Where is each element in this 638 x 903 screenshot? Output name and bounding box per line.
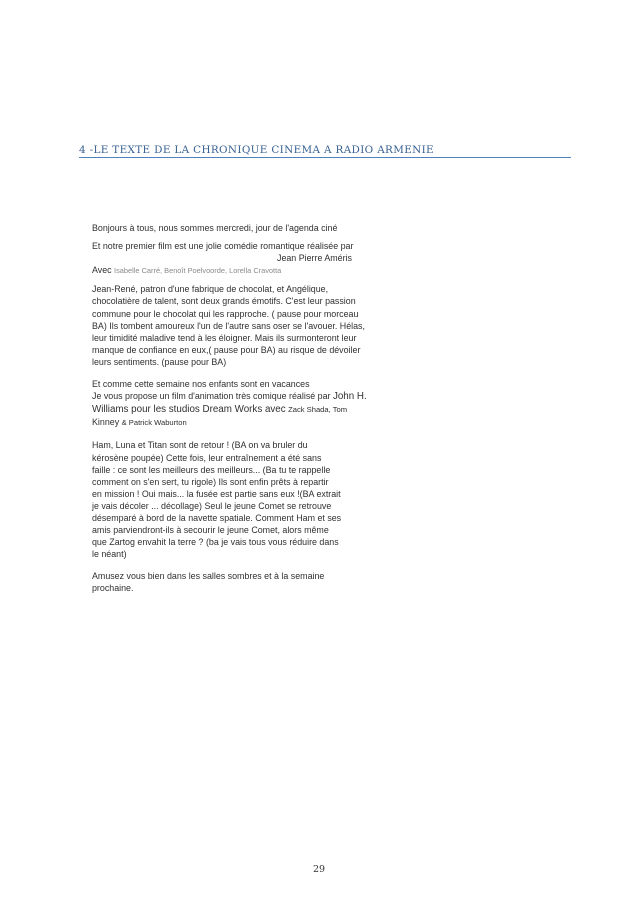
film1-cast-label: Avec	[92, 265, 112, 276]
film2-director-name: John H.	[332, 391, 367, 403]
film1-intro-line: Et notre premier film est une jolie comédie romantique réalisée par	[92, 241, 354, 252]
film2-synopsis-line: en mission ! Oui mais... la fusée est partie sans eux !(BA extrait	[92, 488, 341, 499]
section-heading: 4 -LE TEXTE DE LA CHRONIQUE CINEMA A RADIO ARMENIE	[79, 144, 434, 156]
closing-line: prochaine.	[92, 583, 134, 594]
film2-cast-name: & Patrick Waburton	[121, 418, 187, 428]
film2-synopsis-line: je vais décoler ... décollage) Seul le jeune Comet se retrouve	[92, 500, 332, 511]
film2-cast-name: Kinney	[92, 417, 120, 428]
film1-synopsis-line: commune pour le chocolat qui les rapproche. ( pause pour morceau	[92, 308, 359, 319]
scanned-chronicle-text	[92, 222, 452, 595]
film1-synopsis-line: leur timidité maladive tend à les éloigner. Mais ils surmonteront leur	[92, 332, 357, 343]
film2-cast-names: Zack Shada, Tom	[288, 405, 348, 415]
film2-director-line	[92, 390, 452, 403]
film2-synopsis-line: amis parviendront-ils à secourir le jeune Comet, alors même	[92, 525, 329, 536]
film1-synopsis-line: Jean-René, patron d'une fabrique de chocolat, et Angélique,	[92, 284, 329, 295]
film2-intro-line: Et comme cette semaine nos enfants sont en vacances	[92, 379, 310, 390]
film2-synopsis-line: kérosène poupée) Cette fois, leur entraînement a été sans	[92, 452, 322, 463]
film1-cast-names: Isabelle Carré, Benoît Poelvoorde, Lorella Cravotta	[114, 266, 282, 276]
film2-synopsis-line: Ham, Luna et Titan sont de retour ! (BA on va bruler du	[92, 440, 308, 451]
film2-studio-line	[92, 403, 452, 416]
film2-cast-line	[92, 416, 452, 429]
heading-underline	[79, 157, 571, 158]
film1-synopsis-line: BA) Ils tombent amoureux l'un de l'autre sans oser se l'avouer. Hélas,	[92, 320, 365, 331]
intro-line: Bonjours à tous, nous sommes mercredi, jour de l'agenda ciné	[92, 223, 338, 233]
page-number: 29	[312, 864, 326, 875]
film2-synopsis-line: comment on s'en sert, tu rigole) Ils sont enfin prêts à repartir	[92, 476, 329, 487]
film1-cast-line	[92, 264, 452, 277]
film1-synopsis-line: chocolatière de talent, sont deux grands émotifs. C'est leur passion	[92, 296, 356, 307]
film2-synopsis-line: faille : ce sont les meilleurs des meilleurs... (Ba tu te rappelle	[92, 464, 331, 475]
film2-synopsis-line: le néant)	[92, 549, 127, 560]
closing-line: Amusez vous bien dans les salles sombres et à la semaine	[92, 571, 325, 582]
film2-synopsis-line: que Zartog envahit la terre ? (ba je vais tous vous réduire dans	[92, 537, 339, 548]
film1-director: Jean Pierre Améris	[277, 253, 352, 264]
film1-synopsis-line: leurs sentiments. (pause pour BA)	[92, 356, 227, 367]
film2-studio-text: Williams pour les studios Dream Works avec	[92, 404, 286, 416]
film2-director-text: Je vous propose un film d'animation très comique réalisé par	[92, 391, 331, 402]
film1-synopsis-line: manque de confiance en eux,( pause pour BA) au risque de dévoiler	[92, 344, 361, 355]
film2-synopsis-line: désemparé à bord de la navette spatiale. Comment Ham et ses	[92, 512, 342, 523]
